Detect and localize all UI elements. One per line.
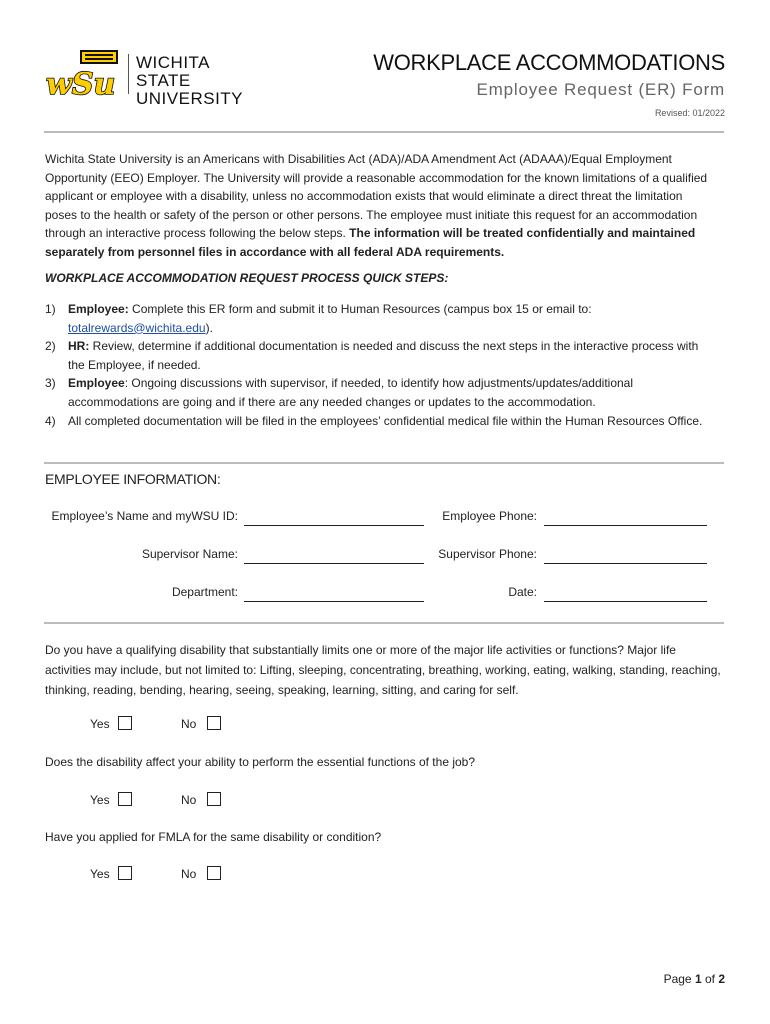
- page-total: 2: [718, 972, 725, 986]
- intro-text: Wichita State University is an Americans with Disabilities Act (ADA)/ADA Amendment Act (ADAAA)/Equal Employment Opportunity (EEO) Employer. The University will provide a reasonable accommodation for the known limitations of a qualified applicant or employee with a disability, unless no accommodation exists that would eliminate a direct threat the limitation poses to the health or safety of the person or other persons. The employee must initiate this request for an accommodation through an interactive process following the below steps.: [45, 152, 708, 241]
- section-divider: [44, 462, 724, 464]
- svg-text:wSu: wSu: [46, 67, 116, 98]
- quick-steps-list: [45, 300, 717, 430]
- logo-separator: [128, 54, 129, 94]
- wsu-logo: [44, 48, 254, 108]
- page-word: Page: [663, 972, 695, 986]
- section-divider: [44, 622, 724, 624]
- essential-functions-yes-checkbox[interactable]: [118, 792, 132, 806]
- employee-name-label: Employee’s Name and myWSU ID:: [51, 509, 238, 523]
- document-subtitle: Employee Request (ER) Form: [476, 80, 725, 99]
- step-number: 4): [45, 413, 56, 428]
- step-number: 1): [45, 302, 56, 316]
- supervisor-name-label: Supervisor Name:: [141, 547, 238, 561]
- question-fmla: Have you applied for FMLA for the same disability or condition?: [45, 830, 382, 844]
- list-item: [45, 337, 717, 374]
- step-label: HR:: [68, 339, 90, 354]
- no-label: No: [181, 717, 197, 731]
- logo-wordmark: [136, 54, 254, 108]
- step-text: Review, determine if additional documentation is needed and discuss the next steps in the interactive process with the Employee, if needed.: [68, 339, 699, 372]
- yes-label: Yes: [90, 867, 110, 881]
- logo-line-2: UNIVERSITY: [136, 89, 244, 108]
- no-label: No: [181, 793, 197, 807]
- email-link[interactable]: totalrewards@wichita.edu: [68, 320, 206, 335]
- employee-phone-label: Employee Phone:: [442, 509, 537, 523]
- page-current: 1: [694, 972, 702, 986]
- list-item: [45, 412, 717, 431]
- department-field[interactable]: [244, 601, 424, 602]
- header-divider: [44, 131, 724, 133]
- qualifying-disability-yes-checkbox[interactable]: [118, 716, 132, 730]
- step-label: Employee: [68, 376, 125, 391]
- step-text: All completed documentation will be filed in the employees’ confidential medical file within the Human Resources Office.: [68, 413, 703, 428]
- intro-bold-text: The information will be treated confidentially and maintained separately from personnel files in accordance with all federal ADA requirements.: [45, 226, 696, 259]
- step-number: 3): [45, 376, 56, 391]
- supervisor-phone-field[interactable]: [544, 563, 707, 564]
- employee-name-field[interactable]: [244, 525, 424, 526]
- logo-line-1: WICHITA STATE: [136, 53, 210, 90]
- department-label: Department:: [171, 585, 238, 599]
- fmla-no-checkbox[interactable]: [207, 866, 221, 880]
- list-item: [45, 374, 717, 411]
- qualifying-disability-no-checkbox[interactable]: [207, 716, 221, 730]
- step-text-after: ).: [205, 320, 213, 335]
- employee-phone-field[interactable]: [544, 525, 707, 526]
- employee-info-heading: EMPLOYEE INFORMATION:: [45, 471, 221, 487]
- no-label: No: [181, 867, 197, 881]
- wsu-shocker-logo-icon: [44, 50, 120, 98]
- date-field[interactable]: [544, 601, 707, 602]
- step-label: Employee:: [68, 302, 129, 316]
- step-number: 2): [45, 339, 56, 354]
- list-item: [45, 300, 717, 337]
- yes-label: Yes: [90, 717, 110, 731]
- supervisor-phone-label: Supervisor Phone:: [438, 547, 537, 561]
- question-qualifying-disability: Do you have a qualifying disability that substantially limits one or more of the major life activities or functions? Major life activities may include, but not limited to: Lifting, sleeping, concentrating, breathing, working, eating, walking, standing, reaching, thinking, reading, bending, hearing, seeing, speaking, learning, sitting, and caring for self.: [45, 643, 721, 697]
- revision-date: Revised: 01/2022: [654, 108, 725, 118]
- intro-paragraph: [45, 150, 717, 262]
- document-title: WORKPLACE ACCOMMODATIONS: [373, 50, 725, 75]
- quick-steps-heading: WORKPLACE ACCOMMODATION REQUEST PROCESS QUICK STEPS:: [45, 271, 449, 285]
- page-of: of: [701, 972, 719, 986]
- page-number: [664, 972, 725, 986]
- essential-functions-no-checkbox[interactable]: [207, 792, 221, 806]
- date-label: Date:: [508, 585, 537, 599]
- step-text: Complete this ER form and submit it to Human Resources (campus box 15 or email to:: [128, 302, 592, 316]
- question-essential-functions: Does the disability affect your ability to perform the essential functions of the job?: [45, 755, 476, 769]
- step-text: : Ongoing discussions with supervisor, if needed, to identify how adjustments/updates/additional accommodations are going and if there are any needed changes or updates to the accommodation.: [68, 376, 634, 409]
- yes-label: Yes: [90, 793, 110, 807]
- supervisor-name-field[interactable]: [244, 563, 424, 564]
- fmla-yes-checkbox[interactable]: [118, 866, 132, 880]
